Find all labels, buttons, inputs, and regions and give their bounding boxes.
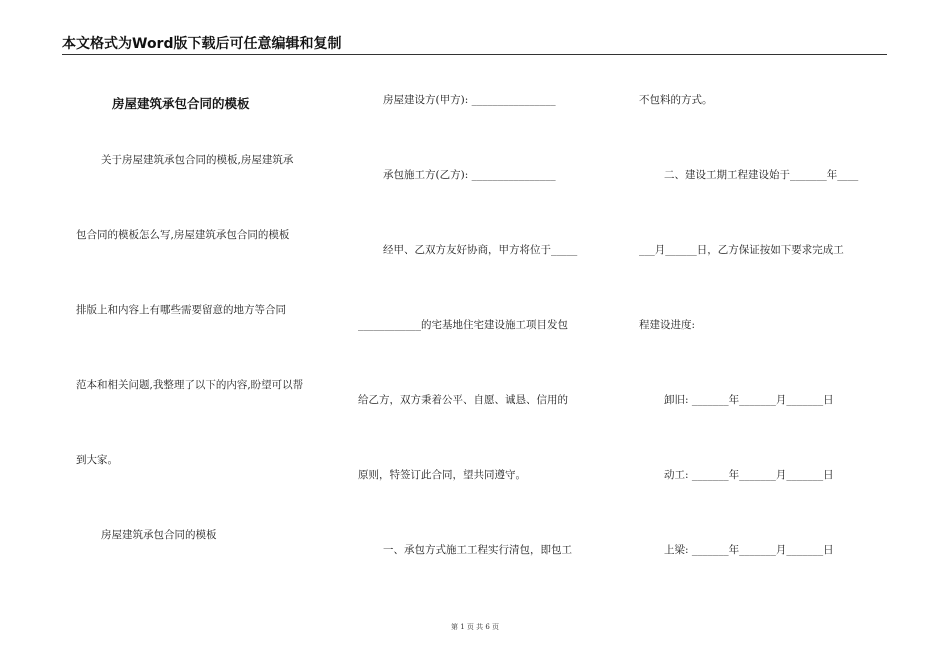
schedule-line: 上梁: _______年_______月_______日 [664, 544, 834, 556]
paragraph-line: 关于房屋建筑承包合同的模板,房屋建筑承 [101, 154, 294, 166]
column-1 [76, 0, 326, 672]
section-heading: 房屋建筑承包合同的模板 [101, 529, 217, 541]
schedule-line: 动工: _______年_______月_______日 [664, 469, 834, 481]
paragraph-line: ____________的宅基地住宅建设施工项目发包 [358, 319, 568, 331]
paragraph-line: 二、建设工期工程建设始于_______年____ [664, 169, 859, 181]
paragraph-line: 到大家。 [76, 454, 118, 466]
page-footer: 第 1 页 共 6 页 [450, 623, 500, 631]
paragraph-line: 原则，特签订此合同，望共同遵守。 [358, 469, 526, 481]
schedule-line: 卸旧: _______年_______月_______日 [664, 394, 834, 406]
paragraph-line: 范本和相关问题,我整理了以下的内容,盼望可以帮 [76, 379, 304, 391]
paragraph-line: 一、承包方式施工工程实行清包，即包工 [383, 544, 572, 556]
party-a-line: 房屋建设方(甲方): ________________ [383, 94, 556, 106]
party-b-line: 承包施工方(乙方): ________________ [383, 169, 556, 181]
paragraph-line: 给乙方，双方秉着公平、自愿、诚恳、信用的 [358, 394, 568, 406]
paragraph-line: 不包料的方式。 [639, 94, 713, 106]
document-title: 房屋建筑承包合同的模板 [112, 96, 250, 111]
paragraph-line: 排版上和内容上有哪些需要留意的地方等合同 [76, 304, 286, 316]
column-2 [358, 0, 608, 672]
header-title: 本文格式为Word版下载后可任意编辑和复制 [62, 36, 342, 52]
paragraph-line: 包合同的模板怎么写,房屋建筑承包合同的模板 [76, 229, 290, 241]
paragraph-line: ___月______日，乙方保证按如下要求完成工 [639, 244, 844, 256]
column-3 [639, 0, 889, 672]
paragraph-line: 程建设进度: [639, 319, 696, 331]
paragraph-line: 经甲、乙双方友好协商，甲方将位于_____ [383, 244, 578, 256]
